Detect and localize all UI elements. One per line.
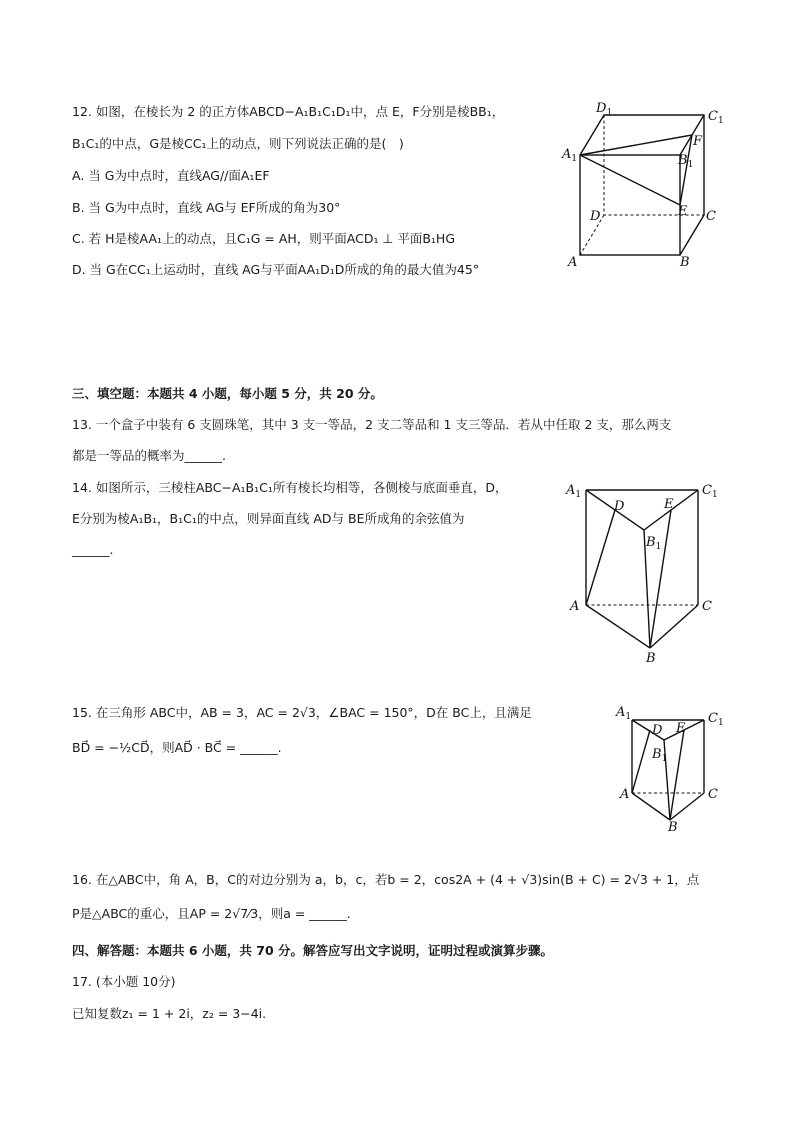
svg-text:C1: $C_1$ <box>708 109 724 126</box>
q16-line1: 16. 在△ABC中，角 A，B，C的对边分别为 a，b，c，若b = 2，cos2A + (4 + √3)sin(B + C) = 2√3 + 1，点 <box>72 872 700 887</box>
q15-prism-figure <box>612 700 732 832</box>
q12-cube-figure <box>558 100 728 270</box>
svg-text:A: A <box>568 255 578 270</box>
cube-front-face <box>580 155 680 255</box>
q13-line1: 13. 一个盒子中装有 6 支圆珠笔，其中 3 支一等品，2 支二等品和 1 支三等品．若从中任取 2 支，那么两支 <box>72 417 672 432</box>
section-3-heading: 三、填空题：本题共 4 小题，每小题 5 分，共 20 分。 <box>72 386 383 401</box>
q14-line2: E分别为棱A₁B₁，B₁C₁的中点，则异面直线 AD与 BE所成角的余弦值为 <box>72 511 465 526</box>
svg-text:B1: $B_1$ <box>678 153 694 170</box>
svg-text:B: B <box>680 255 690 270</box>
svg-text:A: A <box>570 599 580 614</box>
svg-text:F: F <box>693 134 703 149</box>
svg-text:B: B <box>646 651 656 666</box>
q14-line1: 14. 如图所示，三棱柱ABC−A₁B₁C₁所有棱长均相等，各侧棱与底面垂直，D， <box>72 480 508 495</box>
svg-text:C1: $C_1$ <box>708 711 724 728</box>
svg-text:B1: $B_1$ <box>652 747 668 764</box>
svg-text:B: B <box>668 820 678 832</box>
svg-text:D: D <box>652 723 663 738</box>
q12-option-d: D. 当 G在CC₁上运动时，直线 AG与平面AA₁D₁D所成的角的最大值为45° <box>72 262 480 277</box>
section-4-heading: 四、解答题：本题共 6 小题，共 70 分。解答应写出文字说明，证明过程或演算步骤。 <box>72 943 554 958</box>
q16-line2: P是△ABC的重心，且AP = 2√7⁄3，则a = ______. <box>72 906 351 921</box>
q15-line2: BD⃗ = −½CD⃗，则AD⃗ · BC⃗ = ______. <box>72 740 282 755</box>
svg-text:C: C <box>702 599 712 614</box>
svg-text:D: D <box>590 209 601 224</box>
svg-text:C: C <box>706 209 716 224</box>
q12-stem-line1: 12. 如图，在棱长为 2 的正方体ABCD−A₁B₁C₁D₁中，点 E，F分别是棱BB₁， <box>72 104 505 119</box>
svg-text:A1: $A_1$ <box>566 483 582 500</box>
svg-text:E: E <box>664 497 674 512</box>
svg-text:A1: $A_1$ <box>562 147 578 164</box>
q12-stem-line2: B₁C₁的中点，G是棱CC₁上的动点，则下列说法正确的是( ) <box>72 136 404 151</box>
svg-text:B1: $B_1$ <box>646 535 662 552</box>
svg-text:E: E <box>678 204 688 219</box>
q14-prism-figure <box>560 478 730 668</box>
q13-line2: 都是一等品的概率为______. <box>72 448 226 463</box>
q15-line1: 15. 在三角形 ABC中，AB = 3，AC = 2√3，∠BAC = 150°，D在 BC上，且满足 <box>72 705 532 720</box>
svg-text:D: D <box>614 499 625 514</box>
svg-text:A1: $A_1$ <box>616 705 632 722</box>
q17-line2: 已知复数z₁ = 1 + 2i，z₂ = 3−4i. <box>72 1006 267 1021</box>
q17-line1: 17. (本小题 10分) <box>72 974 176 989</box>
q12-option-c: C. 若 H是棱AA₁上的动点，且C₁G = AH，则平面ACD₁ ⊥ 平面B₁HG <box>72 231 456 246</box>
svg-text:C: C <box>708 787 718 802</box>
svg-text:C1: $C_1$ <box>702 483 718 500</box>
q14-line3: ______. <box>72 542 114 557</box>
svg-text:E: E <box>676 721 686 736</box>
q12-option-b: B. 当 G为中点时，直线 AG与 EF所成的角为30° <box>72 200 341 215</box>
q12-option-a: A. 当 G为中点时，直线AG//面A₁EF <box>72 168 270 183</box>
svg-text:A: A <box>620 787 630 802</box>
svg-text:D1: $D_1$ <box>596 101 613 118</box>
